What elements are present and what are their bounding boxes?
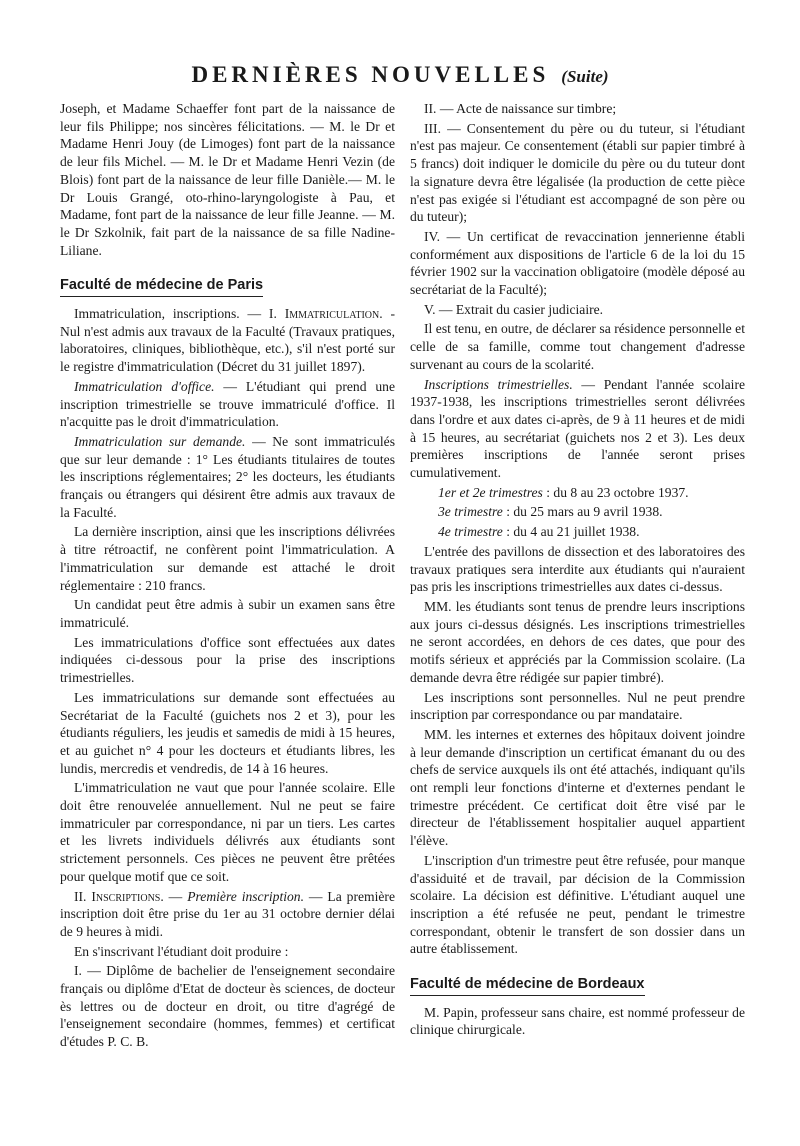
section-title-paris: Faculté de médecine de Paris xyxy=(60,277,263,297)
paragraph: Un candidat peut être admis à subir un examen sans être immatriculé. xyxy=(60,597,395,630)
birth-announcements: Joseph, et Madame Schaeffer font part de la naissance de leur fils Philippe; nos sincères félicitations. — M. le Dr et Madame Henri Jouy (de Limoges) font part de la naissance de leur fils Michel. — M. le Dr et Madame Henri Vezin (de Blois) font part de la naissance de leur fille Danièle.— M. le Dr Louis Grangé, oto-rhino-laryngologiste à Pau, et Madame, font part de la naissance de leur fille Jeanne. — M. le Dr Szkolnik, fait part de la naissance de sa fille Nadine-Liliane. xyxy=(60,101,395,258)
schedule-item: 1er et 2e trimestres : du 8 au 23 octobre 1937. xyxy=(438,484,689,500)
paragraph: Inscriptions trimestrielles. — Pendant l'année scolaire 1937-1938, les inscriptions trimestrielles seront délivrées dans l'ordre et aux dates ci-après, de 9 à 11 heures et de midi à 15 heures, au secrétariat (guichets nos 2 et 3). Les deux premières inscriptions de l'année seront prises cumulativement. xyxy=(410,376,745,481)
page-title: DERNIÈRES NOUVELLES xyxy=(191,62,550,87)
page-subtitle: (Suite) xyxy=(561,67,609,86)
schedule-item: 4e trimestre : du 4 au 21 juillet 1938. xyxy=(438,524,640,540)
paragraph: Les inscriptions sont personnelles. Nul ne peut prendre inscription par correspondance ou par mandataire. xyxy=(410,689,745,723)
paragraph: L'inscription d'un trimestre peut être refusée, pour manque d'assiduité et de travail, par décision de la Commission scolaire. La décision est définitive. L'étudiant auquel une inscription a été refusée ne peut, pendant le trimestre correspondant, obtenir le transfert de son dossier dans un autre établissement. xyxy=(410,852,745,957)
paragraph: MM. les internes et externes des hôpitaux doivent joindre à leur demande d'inscription un certificat émanant du ou des chefs de service auxquels ils ont été attachés, indiquant qu'ils ont rempli leur fonctions d'interne et d'externes pendant le trimestre précédent. Ce certificat doit être visé par le directeur de l'établissement hospitalier auquel appartient l'élève. xyxy=(410,726,745,849)
paragraph: MM. les étudiants sont tenus de prendre leurs inscriptions aux jours ci-dessus désignés. Les inscriptions trimestrielles ne seront accordées, en dehors de ces dates, que pour des motifs sérieux et appréciés par la Commission scolaire. (La demande devra être rédigée sur papier timbré). xyxy=(410,598,745,685)
paragraph: L'immatriculation ne vaut que pour l'année scolaire. Elle doit être renouvelée annuellement. Nul ne peut se faire immatriculer par correspondance, ni par un tiers. Les cartes et les livrets individuels délivrés aux étudiants sont strictement personnels. Ces pièces ne peuvent être prêtées pour quelque motif que ce soit. xyxy=(60,780,395,884)
paragraph: Immatriculation, inscriptions. — I. Immatriculation. - Nul n'est admis aux travaux de la Faculté (Travaux pratiques, laboratoires, cliniques, bibliothèque, etc.), s'il n'est porté sur le registre d'immatriculation (Décret du 31 juillet 1897). xyxy=(60,306,395,375)
paragraph: I. — Diplôme de bachelier de l'enseignement secondaire français ou diplôme d'Etat de docteur ès sciences, de docteur ès lettres ou de docteur en droit, ou titre d'agrégé de l'enseignement secondaire (hommes, femmes) et certificat d'études P. C. B. xyxy=(60,963,395,1050)
paragraph: Les immatriculations sur demande sont effectuées au Secrétariat de la Faculté (guichets nos 2 et 3), pour les étudiants réguliers, les jeudis et samedis de midi à 15 heures, et au guichet n° 4 pour les docteurs et étudiants libres, les lundis, mercredis et vendredis, de 14 à 16 heures. xyxy=(60,689,395,776)
paragraph: La dernière inscription, ainsi que les inscriptions délivrées à titre rétroactif, ne confèrent point l'immatriculation. A l'immatriculation sur demande est attaché le droit réglementaire : 210 francs. xyxy=(60,524,395,593)
paragraph: V. — Extrait du casier judiciaire. xyxy=(424,301,604,317)
page-header xyxy=(0,62,800,88)
paragraph: M. Papin, professeur sans chaire, est nommé professeur de clinique chirurgicale. xyxy=(410,1004,745,1038)
paragraph: Immatriculation sur demande. — Ne sont immatriculés que sur leur demande : 1° Les étudiants titulaires de toutes les inscriptions réglementaires; 2° les docteurs, les étudiants français ou étrangers qui désirent être admis aux travaux de la Faculté. xyxy=(60,433,396,520)
paragraph: Les immatriculations d'office sont effectuées aux dates indiquées ci-dessous pour la prise des inscriptions trimestrielles. xyxy=(60,634,395,686)
schedule-item: 3e trimestre : du 25 mars au 9 avril 1938. xyxy=(438,504,663,520)
paragraph: L'entrée des pavillons de dissection et des laboratoires des travaux pratiques sera interdite aux étudiants qui n'auraient pas pris les inscriptions trimestrielles aux dates ci-dessus. xyxy=(410,543,745,595)
paragraph: Immatriculation d'office. — L'étudiant qui prend une inscription trimestrielle se trouve immatriculé d'office. Il n'acquitte pas le droit d'immatriculation. xyxy=(60,378,395,430)
right-column xyxy=(410,100,745,1041)
paragraph: II. Inscriptions. — Première inscription. — La première inscription doit être prise du 1er au 31 octobre dernier délai de 9 heures à midi. xyxy=(60,888,395,939)
paragraph: IV. — Un certificat de revaccination jennerienne établi conformément aux dispositions de l'article 6 de la loi du 15 février 1902 sur la vaccination obligatoire (modèle déposé au secrétariat de la Faculté); xyxy=(410,228,745,298)
paragraph: En s'inscrivant l'étudiant doit produire : xyxy=(74,943,289,959)
paragraph: III. — Consentement du père ou du tuteur, si l'étudiant n'est pas majeur. Ce consentement (établi sur papier timbré à 5 francs) doit indiquer le domicile du père ou du tuteur dont la signature devra être légalisée (la production de cette pièce n'est pas exigée si l'étudiant est accompagné de son père ou du tuteur); xyxy=(410,120,745,225)
left-column xyxy=(60,100,395,1053)
paragraph: Il est tenu, en outre, de déclarer sa résidence personnelle et celle de sa famille, comme tout changement d'adresse survenant au cours de la scolarité. xyxy=(410,321,745,372)
paragraph: II. — Acte de naissance sur timbre; xyxy=(424,101,617,116)
section-title-bordeaux: Faculté de médecine de Bordeaux xyxy=(410,976,645,996)
